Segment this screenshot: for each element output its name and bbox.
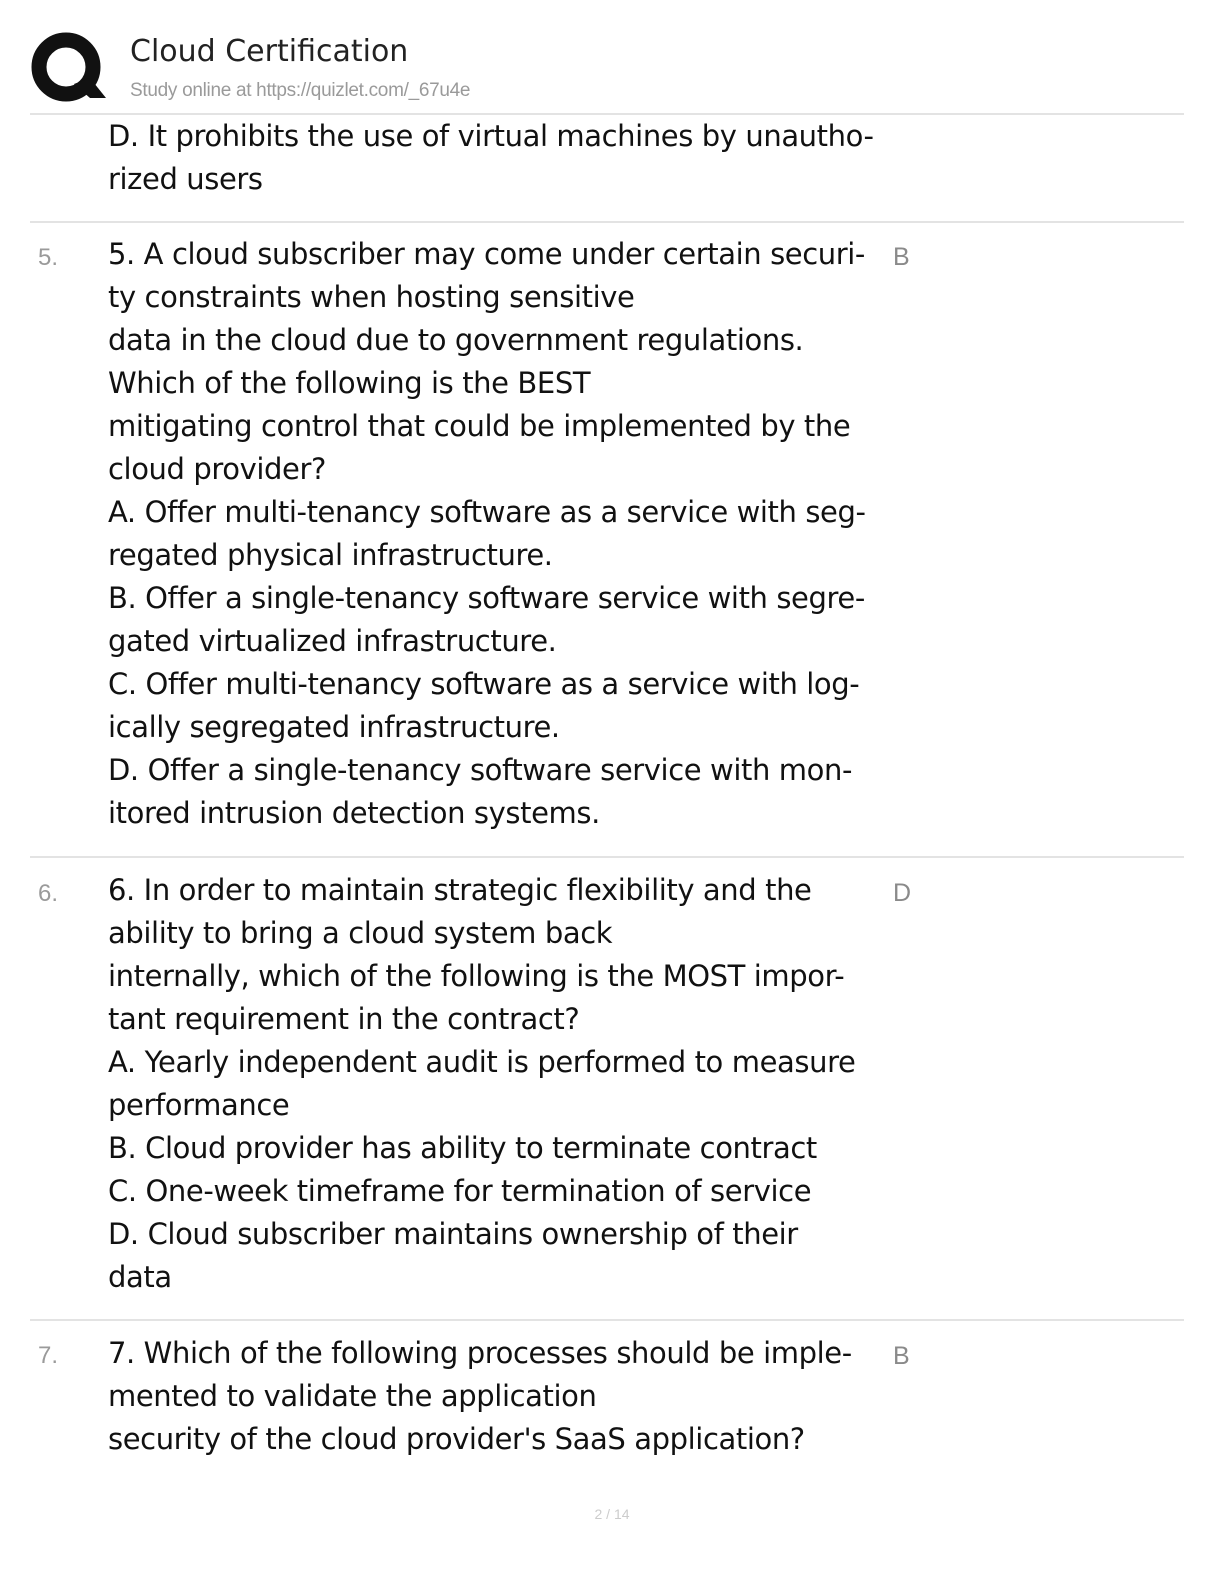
answer-letter: B — [893, 243, 910, 271]
continued-line: rized users — [108, 162, 263, 196]
option-line: performance — [108, 1088, 290, 1122]
question-line: 6. In order to maintain strategic flexibility and the — [108, 873, 812, 907]
study-link-text: Study online at https://quizlet.com/_67u4e — [130, 80, 471, 101]
option-line: D. Cloud subscriber maintains ownership of their — [108, 1217, 798, 1251]
row-divider — [30, 221, 1184, 223]
option-line: B. Offer a single-tenancy software service with segre- — [108, 581, 865, 615]
continued-line: D. It prohibits the use of virtual machines by unautho- — [108, 119, 874, 153]
question-line: tant requirement in the contract? — [108, 1002, 580, 1036]
option-line: C. One-week timeframe for termination of service — [108, 1174, 812, 1208]
question-text — [108, 233, 908, 835]
question-text — [108, 1332, 908, 1461]
question-line: Which of the following is the BEST — [108, 366, 591, 400]
question-line: security of the cloud provider's SaaS application? — [108, 1422, 805, 1456]
option-line: ically segregated infrastructure. — [108, 710, 560, 744]
question-number: 6. — [38, 880, 59, 907]
question-line: 5. A cloud subscriber may come under certain securi- — [108, 237, 865, 271]
option-line: data — [108, 1260, 172, 1294]
row-divider — [30, 856, 1184, 858]
question-line: ability to bring a cloud system back — [108, 916, 613, 950]
option-line: A. Offer multi-tenancy software as a service with seg- — [108, 495, 866, 529]
question-line: data in the cloud due to government regulations. — [108, 323, 804, 357]
option-line: C. Offer multi-tenancy software as a service with log- — [108, 667, 860, 701]
option-line: B. Cloud provider has ability to terminate contract — [108, 1131, 817, 1165]
question-text — [108, 869, 908, 1299]
answer-letter: D — [893, 879, 912, 907]
question-line: mented to validate the application — [108, 1379, 597, 1413]
option-line: regated physical infrastructure. — [108, 538, 553, 572]
option-line: itored intrusion detection systems. — [108, 796, 600, 830]
page-number: 2 / 14 — [594, 1506, 630, 1522]
option-line: A. Yearly independent audit is performed to measure — [108, 1045, 856, 1079]
answer-letter: B — [893, 1342, 910, 1370]
question-line: 7. Which of the following processes should be imple- — [108, 1336, 852, 1370]
row-divider — [30, 1319, 1184, 1321]
option-line: gated virtualized infrastructure. — [108, 624, 557, 658]
quizlet-logo — [30, 32, 108, 108]
continued-text — [108, 115, 908, 201]
question-number: 7. — [38, 1342, 59, 1369]
question-line: ty constraints when hosting sensitive — [108, 280, 635, 314]
question-line: internally, which of the following is the MOST impor- — [108, 959, 845, 993]
question-line: cloud provider? — [108, 452, 326, 486]
page-title: Cloud Certification — [130, 34, 409, 69]
option-line: D. Offer a single-tenancy software service with mon- — [108, 753, 853, 787]
question-line: mitigating control that could be implemented by the — [108, 409, 851, 443]
question-number: 5. — [38, 244, 59, 271]
